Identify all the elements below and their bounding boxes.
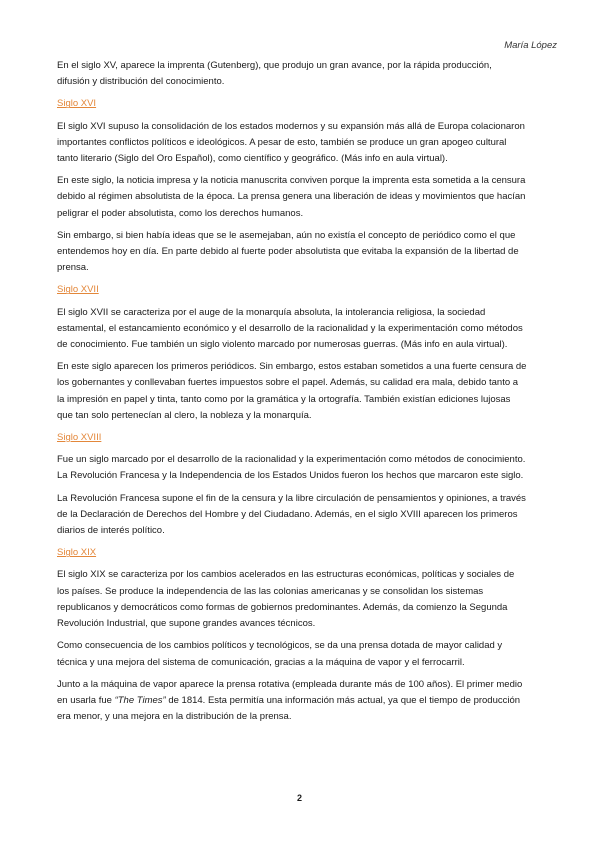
heading-siglo-xix: Siglo XIX bbox=[57, 547, 97, 559]
paragraph: El siglo XVII se caracteriza por el auge de la monarquía absoluta, la intolerancia religiosa, la sociedad estamental, el estancamiento económico y el desarrollo de la racionalidad y la experimentación como métodos de conocimiento. Fue también un siglo violento marcado por numerosas guerras. (Más info en aula virtual). bbox=[57, 306, 523, 351]
paragraph: La Revolución Francesa supone el fin de la censura y la libre circulación de pensamientos y opiniones, a través de la Declaración de Derechos del Hombre y del Ciudadano. Además, en el siglo XVIII aparecen los primeros diarios de interés político. bbox=[57, 492, 526, 537]
text-segment: de 1814. Esta permitía una información más actual, ya que el tiempo de producción era menor, y una mejora en la distribución de la prensa. bbox=[57, 694, 521, 723]
paragraph: El siglo XVI supuso la consolidación de los estados modernos y su expansión más allá de Europa colacionaron importantes conflictos políticos e ideológicos. A pesar de esto, también se produce un gran apogeo cultural tanto literario (Siglo del Oro Español), como científico y geográfico. (Más info en aula virtual). bbox=[57, 120, 525, 165]
newspaper-title: “The Times” bbox=[114, 694, 166, 706]
paragraph: En este siglo aparecen los primeros periódicos. Sin embargo, estos estaban sometidos a una fuerte censura de los gobernantes y conllevaban fuertes impuestos sobre el papel. Además, su calidad era mala, debido tanto a la impresión en papel y tinta, tanto como por la gramática y la ortografía. También existían ediciones lujosas que tan solo pertenecían al clero, la nobleza y la monarquía. bbox=[57, 361, 527, 421]
paragraph: Fue un siglo marcado por el desarrollo de la racionalidad y la experimentación como métodos de conocimiento. La Revolución Francesa y la Independencia de los Estados Unidos fueron los hechos que marcaron este siglo. bbox=[57, 454, 526, 482]
author-header: María López bbox=[504, 40, 557, 51]
paragraph bbox=[57, 677, 527, 726]
paragraph: Como consecuencia de los cambios políticos y tecnológicos, se da una prensa dotada de mayor calidad y técnica y una mejora del sistema de comunicación, gracias a la máquina de vapor y el ferrocarril. bbox=[57, 640, 503, 668]
paragraph: En este siglo, la noticia impresa y la noticia manuscrita conviven porque la imprenta esta sometida a la censura debido al régimen absolutista de la época. La prensa genera una liberación de ideas y movimientos que hacían peligrar el poder absolutista, como los derechos humanos. bbox=[57, 175, 526, 219]
intro-paragraph: En el siglo XV, aparece la imprenta (Gutenberg), que produjo un gran avance, por la rápida producción, difusión y distribución del conocimiento. bbox=[57, 60, 492, 88]
paragraph: El siglo XIX se caracteriza por los cambios acelerados en las estructuras económicas, políticas y sociales de los países. Se produce la independencia de las las colonias americanas y se consolidan los sistemas republicanos y democráticos como formas de gobiernos predominantes. Además, da comienzo la Segunda Revolución Industrial, que supone grandes avances técnicos. bbox=[57, 569, 515, 630]
text-segment: Junto a la máquina de vapor aparece la prensa rotativa (empleada durante más de 100 años). El primer medio en usarla fue bbox=[57, 678, 523, 706]
paragraph: Sin embargo, si bien había ideas que se le asemejaban, aún no existía el concepto de periódico como el que entendemos hoy en día. En parte debido al fuerte poder absolutista que evitaba la expansión de la libertad de prensa. bbox=[57, 229, 519, 274]
heading-siglo-xvii: Siglo XVII bbox=[57, 284, 99, 296]
document-body bbox=[57, 58, 527, 731]
page-number: 2 bbox=[296, 793, 302, 803]
heading-siglo-xvi: Siglo XVI bbox=[57, 98, 97, 110]
heading-siglo-xviii: Siglo XVIII bbox=[57, 432, 102, 444]
